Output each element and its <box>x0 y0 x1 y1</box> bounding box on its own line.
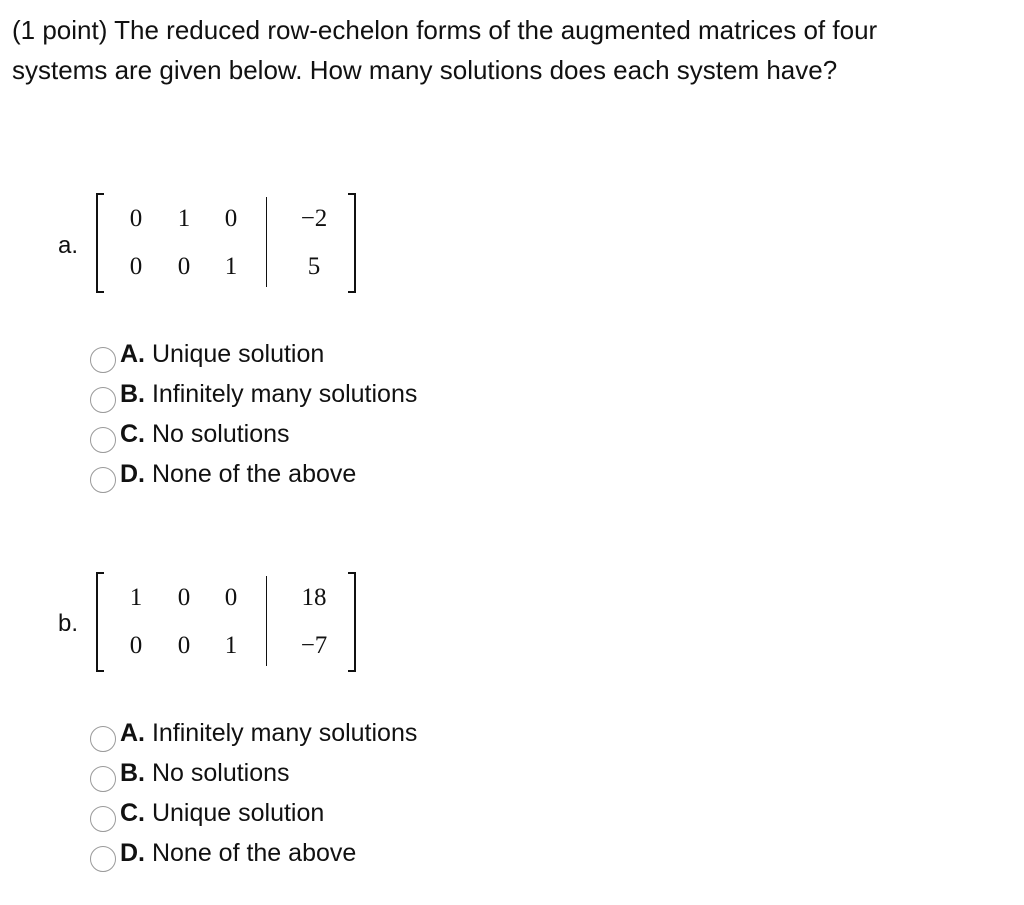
matrix-cell: 1 <box>177 205 191 232</box>
matrix-cell: 5 <box>307 253 321 280</box>
left-bracket <box>96 572 104 672</box>
option-text: Infinitely many solutions <box>151 719 418 747</box>
part-a-option-a[interactable] <box>90 334 417 374</box>
matrix-cell: 1 <box>224 253 238 280</box>
augment-divider <box>266 576 267 666</box>
radio-button[interactable] <box>90 726 116 752</box>
matrix-cell: 0 <box>224 584 238 611</box>
prompt-line-1: (1 point) The reduced row-echelon forms of the augmented matrices of four <box>12 15 878 45</box>
part-b-label: b. <box>58 610 79 637</box>
option-text: No solutions <box>151 420 290 448</box>
part-b-options <box>90 713 417 873</box>
radio-button[interactable] <box>90 427 116 453</box>
option-text: Unique solution <box>151 799 325 827</box>
radio-button[interactable] <box>90 387 116 413</box>
part-a-options <box>90 334 417 494</box>
radio-button[interactable] <box>90 347 116 373</box>
matrix-cell: 0 <box>224 205 238 232</box>
radio-button[interactable] <box>90 846 116 872</box>
matrix-cell: 0 <box>177 584 191 611</box>
left-bracket <box>96 193 104 293</box>
right-bracket <box>348 193 356 293</box>
radio-button[interactable] <box>90 766 116 792</box>
option-letter: D. <box>120 460 145 488</box>
matrix-cell: 0 <box>177 632 191 659</box>
right-bracket <box>348 572 356 672</box>
option-text: Infinitely many solutions <box>151 380 418 408</box>
part-b-option-d[interactable] <box>90 833 417 873</box>
option-text: None of the above <box>151 460 357 488</box>
option-letter: C. <box>120 420 145 448</box>
matrix-cell: 0 <box>129 205 143 232</box>
radio-button[interactable] <box>90 806 116 832</box>
part-a-label: a. <box>58 232 79 259</box>
prompt-line-2: systems are given below. How many solutions does each system have? <box>12 55 838 85</box>
part-a-matrix <box>96 193 356 293</box>
matrix-cell: 0 <box>177 253 191 280</box>
option-text: None of the above <box>151 839 357 867</box>
option-letter: A. <box>120 719 145 747</box>
augment-divider <box>266 197 267 287</box>
option-letter: B. <box>120 380 145 408</box>
matrix-cell: 0 <box>129 253 143 280</box>
matrix-cell: −7 <box>300 632 328 659</box>
option-text: Unique solution <box>151 340 325 368</box>
part-b-option-b[interactable] <box>90 753 417 793</box>
part-a-option-c[interactable] <box>90 414 417 454</box>
matrix-cell: 1 <box>129 584 143 611</box>
part-b-option-c[interactable] <box>90 793 417 833</box>
matrix-cell: −2 <box>300 205 328 232</box>
part-b-matrix <box>96 572 356 672</box>
part-b-option-a[interactable] <box>90 713 417 753</box>
part-a-option-b[interactable] <box>90 374 417 414</box>
part-a-option-d[interactable] <box>90 454 417 494</box>
matrix-cell: 0 <box>129 632 143 659</box>
radio-button[interactable] <box>90 467 116 493</box>
matrix-cell: 1 <box>224 632 238 659</box>
option-text: No solutions <box>151 759 290 787</box>
question-prompt <box>12 10 1012 90</box>
option-letter: A. <box>120 340 145 368</box>
option-letter: C. <box>120 799 145 827</box>
option-letter: D. <box>120 839 145 867</box>
matrix-cell: 18 <box>301 584 327 611</box>
option-letter: B. <box>120 759 145 787</box>
